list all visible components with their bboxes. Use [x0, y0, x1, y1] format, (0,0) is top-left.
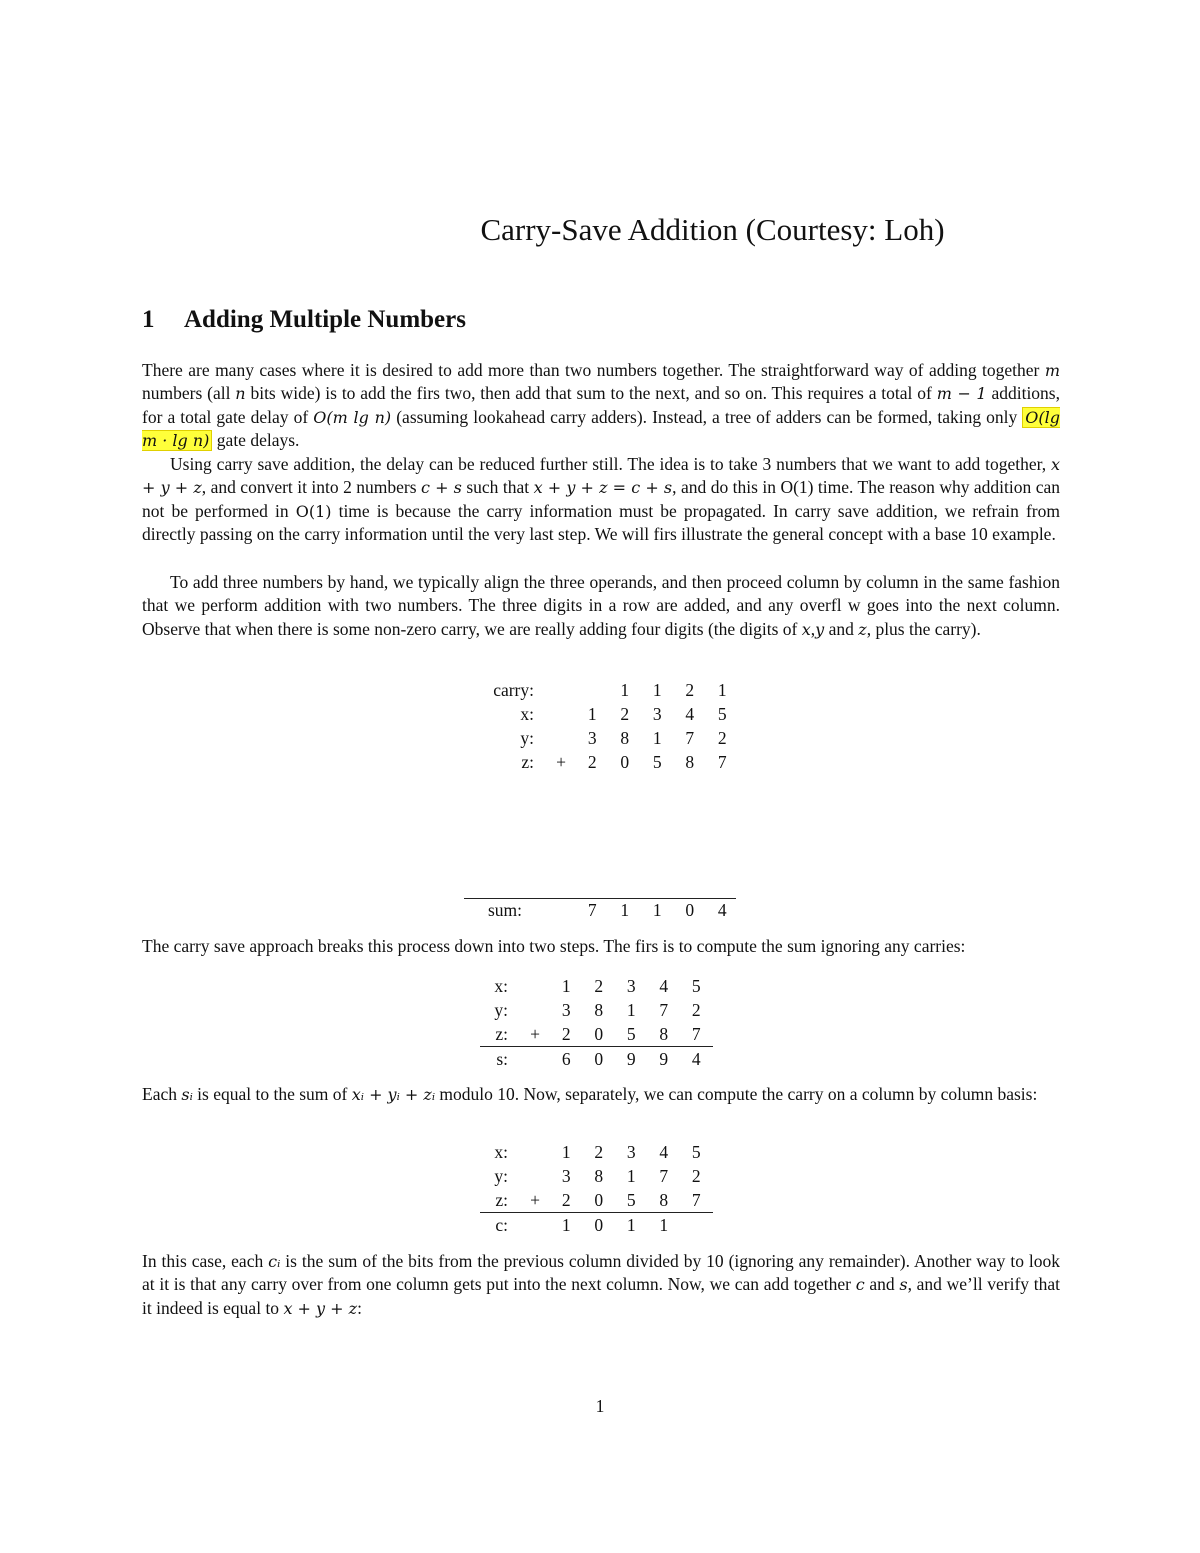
math: n — [235, 384, 246, 404]
digit: 4 — [691, 1048, 701, 1069]
digit: 2 — [717, 727, 727, 748]
paragraph-each-ci — [142, 1250, 1060, 1320]
operator — [546, 678, 576, 702]
operator — [534, 898, 576, 922]
digit: 1 — [587, 703, 597, 724]
row-label: x: — [520, 703, 534, 724]
text: , plus the carry). — [866, 618, 981, 639]
section-number: 1 — [142, 306, 155, 333]
digit — [576, 678, 609, 702]
digit: 8 — [648, 1022, 681, 1047]
text: In this case, each — [142, 1251, 269, 1271]
text: numbers (all — [142, 383, 236, 404]
digit: 1 — [626, 1165, 636, 1186]
digit: 5 — [652, 751, 662, 772]
math: O(1) — [295, 501, 332, 521]
math: c + s — [421, 478, 462, 498]
digit: 2 — [550, 1022, 583, 1047]
operator — [520, 1140, 550, 1164]
row-label: carry: — [493, 679, 534, 700]
digit: 0 — [685, 899, 695, 920]
digit: 3 — [561, 999, 571, 1020]
digit: 3 — [652, 703, 662, 724]
digit: 2 — [594, 1141, 604, 1162]
digit: 3 — [626, 975, 636, 996]
digit: 4 — [717, 899, 727, 920]
digit: 1 — [626, 999, 636, 1020]
text: , — [810, 618, 816, 639]
text: Using carry save addition, the delay can be reduced further still. The idea is to take 3 numbers that we want to add together, — [170, 454, 1051, 474]
digit: 1 — [626, 1214, 636, 1235]
digit: 1 — [659, 1214, 669, 1235]
table-row — [464, 726, 739, 750]
digit: 3 — [626, 1141, 636, 1162]
table-row — [480, 1188, 713, 1213]
text: and — [864, 1274, 900, 1295]
digit: 2 — [594, 975, 604, 996]
digit: 2 — [550, 1188, 583, 1213]
math: y — [815, 619, 825, 639]
text: time is because the carry information must be propagated. In carry save addition, we refrain from directly passing on the carry information until the very last step. We will firs illustrate the general concept with a base 10 example. — [142, 500, 1060, 545]
math: xᵢ + yᵢ + zᵢ — [351, 1085, 436, 1104]
text: , and we’ll verify that it indeed is equal to — [142, 1274, 1060, 1318]
text: : — [357, 1297, 362, 1318]
row-label: y: — [494, 999, 508, 1020]
math: c — [855, 1275, 865, 1295]
digit: 9 — [626, 1048, 636, 1069]
digit: 5 — [615, 1188, 648, 1213]
digit: 5 — [691, 1141, 701, 1162]
operator — [546, 702, 576, 726]
math: m − 1 — [936, 384, 987, 404]
row-label: sum: — [487, 899, 522, 920]
digit: 0 — [620, 751, 630, 772]
text: is the sum of the bits from the previous column divided by 10 (ignoring any remainder). Another way to look at it is that any carry over from one column gets put into the next column. Now, we can add together — [142, 1251, 1060, 1295]
row-label: x: — [494, 1141, 508, 1162]
math: z — [858, 619, 867, 639]
text: is equal to the sum of — [192, 1084, 352, 1104]
text: There are many cases where it is desired to add more than two numbers together. The straightforward way of adding together — [142, 360, 1045, 380]
row-label: z: — [521, 751, 534, 772]
digit: 7 — [659, 1165, 669, 1186]
row-label: c: — [495, 1214, 508, 1235]
math: sᵢ — [181, 1085, 193, 1104]
digit: 5 — [717, 703, 727, 724]
table-row — [480, 1047, 713, 1072]
digit: 2 — [587, 751, 597, 772]
digit: 7 — [659, 999, 669, 1020]
row-label: y: — [520, 727, 534, 748]
digit: 2 — [691, 1165, 701, 1186]
operator: + — [556, 751, 566, 772]
text: , and do this in O(1) time. The reason why addition can not be performed in — [142, 477, 1060, 521]
digit: 9 — [659, 1048, 669, 1069]
operator — [520, 1047, 550, 1072]
page-title: Carry-Save Addition (Courtesy: Loh) — [480, 212, 945, 247]
section-title: Adding Multiple Numbers — [184, 306, 466, 333]
operator — [520, 1213, 550, 1238]
math: x + y + z — [142, 455, 1060, 498]
digit: 7 — [680, 1188, 713, 1213]
digit: 8 — [685, 751, 695, 772]
math: cᵢ — [268, 1252, 281, 1271]
digit: 1 — [652, 899, 662, 920]
page-number: 1 — [595, 1396, 605, 1416]
digit: 0 — [583, 1022, 616, 1047]
digit: 7 — [717, 751, 727, 772]
text: and — [824, 618, 859, 639]
math: x + y + z = c + s — [533, 478, 673, 498]
table-row — [480, 1213, 713, 1238]
digit: 0 — [583, 1188, 616, 1213]
row-label: z: — [480, 1188, 520, 1213]
text: additions, for a total gate delay of — [142, 383, 1060, 427]
digit: 8 — [620, 727, 630, 748]
table-row — [464, 898, 739, 922]
digit: 2 — [691, 999, 701, 1020]
row-label: s: — [496, 1048, 508, 1069]
digit: 1 — [620, 679, 630, 700]
digit: 8 — [594, 999, 604, 1020]
sum-row-table — [464, 898, 739, 922]
digit: 6 — [561, 1048, 571, 1069]
math: O(m lg n) — [313, 407, 392, 427]
text: , and convert it into 2 numbers — [201, 477, 421, 498]
digit: 7 — [685, 727, 695, 748]
digit: 3 — [561, 1165, 571, 1186]
digit: 1 — [561, 975, 571, 996]
math: x — [801, 619, 811, 639]
digit: 2 — [685, 679, 695, 700]
digit: 7 — [680, 1022, 713, 1047]
table-row — [464, 750, 739, 774]
digit: 4 — [659, 975, 669, 996]
row-label: y: — [494, 1165, 508, 1186]
highlighted-math: O(lg m · lg n) — [142, 407, 1061, 451]
digit: 4 — [659, 1141, 669, 1162]
table-row — [480, 1140, 713, 1164]
table-row — [464, 702, 739, 726]
digit: 8 — [594, 1165, 604, 1186]
operator: + — [520, 1022, 550, 1047]
digit: 3 — [587, 727, 597, 748]
operator — [546, 726, 576, 750]
digit: 1 — [652, 727, 662, 748]
paragraph-carry-save — [142, 453, 1060, 547]
operator — [520, 1164, 550, 1188]
digit: 1 — [620, 899, 630, 920]
digit: 1 — [561, 1141, 571, 1162]
paragraph-by-hand — [142, 571, 1060, 641]
digit: 7 — [587, 899, 597, 920]
digit: 0 — [594, 1048, 604, 1069]
carry-table — [480, 1140, 713, 1237]
digit: 0 — [594, 1214, 604, 1235]
text: To add three numbers by hand, we typically align the three operands, and then proceed column by column in the same fashion that we perform addition with two numbers. The three digits in a row are added, and any overfl w goes into the next column. Observe that when there is some non-zero carry, we are really adding four digits (the digits of — [142, 572, 1060, 639]
table-row — [480, 1164, 713, 1188]
operator: + — [520, 1188, 550, 1213]
math: x + y + z — [283, 1298, 358, 1318]
math: s — [899, 1275, 908, 1295]
text: bits wide) is to add the firs two, then add that sum to the next, and so on. This requires a total of — [245, 383, 937, 404]
digit: 4 — [685, 703, 695, 724]
operator — [520, 974, 550, 998]
row-label: x: — [494, 975, 508, 996]
text: Each — [142, 1084, 182, 1104]
digit: 1 — [717, 679, 727, 700]
table-row — [480, 1022, 713, 1047]
table-row — [464, 678, 739, 702]
text: modulo 10. Now, separately, we can compute the carry on a column by column basis: — [435, 1084, 1038, 1104]
digit: 2 — [620, 703, 630, 724]
table-row — [480, 974, 713, 998]
section-heading — [142, 306, 466, 334]
operator — [520, 998, 550, 1022]
row-label: z: — [480, 1022, 520, 1047]
digit: 1 — [561, 1214, 571, 1235]
text: such that — [461, 477, 534, 498]
digit: 1 — [652, 679, 662, 700]
digit: 8 — [648, 1188, 681, 1213]
paragraph-two-steps: The carry save approach breaks this process down into two steps. The firs is to compute the sum ignoring any carries: — [142, 936, 966, 956]
table-row — [480, 998, 713, 1022]
math: m — [1044, 361, 1060, 380]
paragraph-each-si — [142, 1083, 1060, 1106]
sum-table — [480, 974, 713, 1071]
paragraph-intro — [142, 359, 1060, 453]
digit: 5 — [691, 975, 701, 996]
digit: 5 — [615, 1022, 648, 1047]
text: gate delays. — [212, 430, 300, 451]
carry-addition-table — [464, 678, 739, 774]
text: (assuming lookahead carry adders). Instead, a tree of adders can be formed, taking only — [391, 406, 1023, 427]
digit — [680, 1213, 713, 1238]
